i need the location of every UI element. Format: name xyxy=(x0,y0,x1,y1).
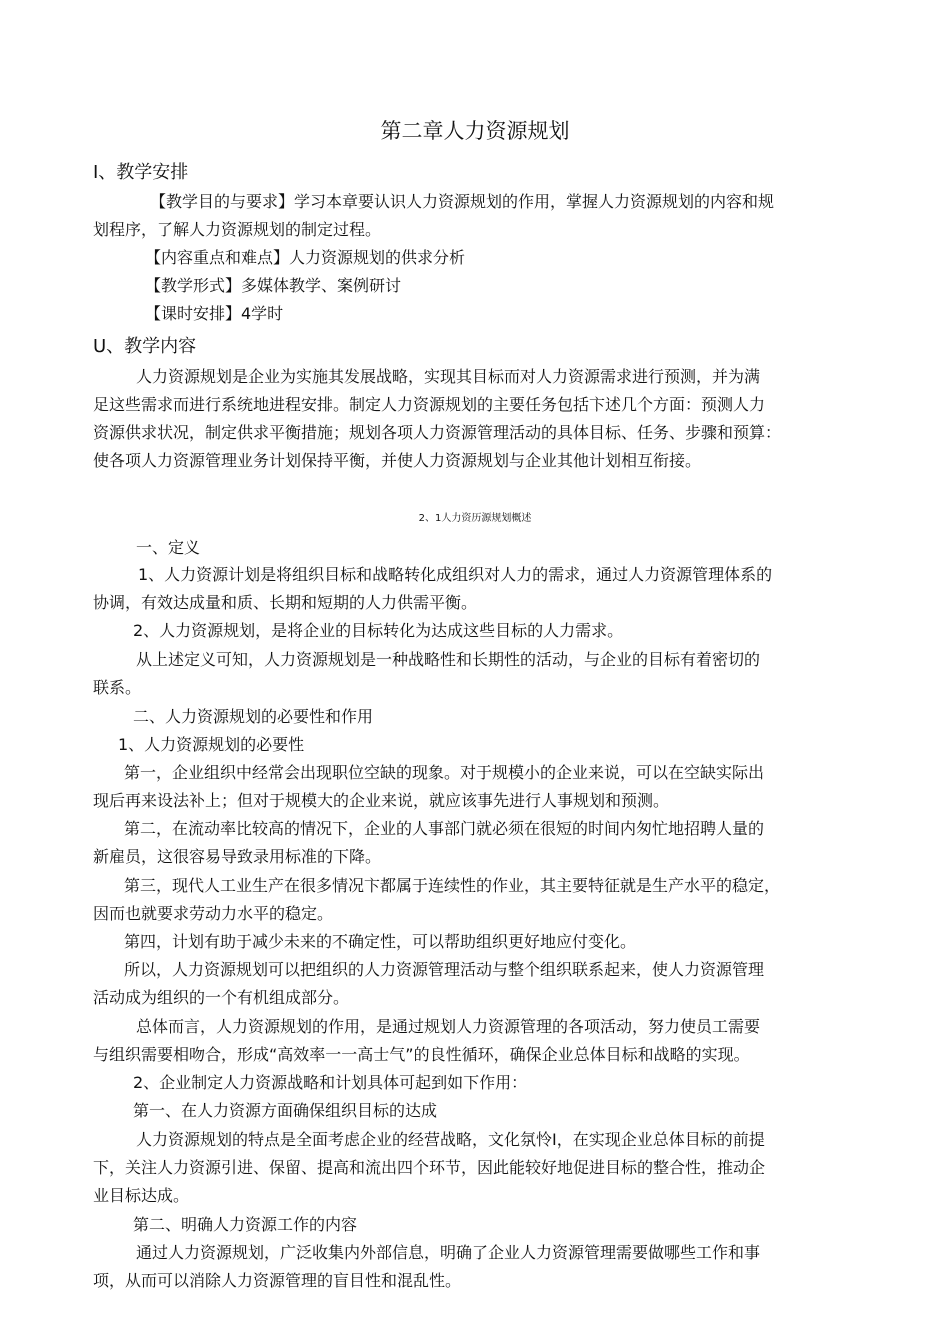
paragraph-line: 【课时安排】4学时 xyxy=(145,304,284,323)
paragraph-line: 第四，计划有助于减少未来的不确定性，可以帮助组织更好地应付变化。 xyxy=(124,932,637,951)
paragraph-line: 因而也就要求劳动力水平的稳定。 xyxy=(93,904,334,923)
paragraph-line: 【教学目的与要求】学习本章要认识人力资源规划的作用，掌握人力资源规划的内容和规 xyxy=(150,192,775,211)
paragraph-line: 协调，有效达成量和质、长期和短期的人力供需平衡。 xyxy=(93,593,478,612)
paragraph-line: 一、定义 xyxy=(136,538,201,557)
chapter-title: 第二章人力资源规划 xyxy=(380,119,570,143)
paragraph-line: 第二，在流动率比较高的情况下，企业的人事部门就必须在很短的时间内匆忙地招聘人量的 xyxy=(124,819,765,838)
paragraph-line: 人力资源规划的特点是全面考虑企业的经营战略，文化氛怜I，在实现企业总体目标的前提 xyxy=(136,1130,765,1149)
paragraph-line: 通过人力资源规划，广泛收集内外部信息，明确了企业人力资源管理需要做哪些工作和事 xyxy=(136,1243,761,1262)
paragraph-line: 资源供求状况，制定供求平衡措施；规划各项人力资源管理活动的具体目标、任务、步骤和预算： xyxy=(93,423,782,442)
paragraph-line: 新雇员，这很容易导致录用标准的下降。 xyxy=(93,847,382,866)
paragraph-line: 总体而言，人力资源规划的作用，是通过规划人力资源管理的各项活动，努力使员工需要 xyxy=(136,1017,761,1036)
paragraph-line: 第一、在人力资源方面确保组织目标的达成 xyxy=(133,1101,438,1120)
paragraph-line: 划程序，了解人力资源规划的制定过程。 xyxy=(93,220,382,239)
paragraph-line: 2、企业制定人力资源战略和计划具体可起到如下作用： xyxy=(133,1073,528,1092)
paragraph-line: 使各项人力资源管理业务计划保持平衡，并使人力资源规划与企业其他计划相互衔接。 xyxy=(93,451,702,470)
paragraph-line: 二、人力资源规划的必要性和作用 xyxy=(133,707,374,726)
paragraph-line: 2、人力资源规划，是将企业的目标转化为达成这些目标的人力需求。 xyxy=(133,621,624,640)
paragraph-line: 第二、明确人力资源工作的内容 xyxy=(133,1215,358,1234)
paragraph-line: 项，从而可以消除人力资源管理的盲目性和混乱性。 xyxy=(93,1271,462,1290)
paragraph-line: 活动成为组织的一个有机组成部分。 xyxy=(93,988,350,1007)
paragraph-line: 下，关注人力资源引进、保留、提高和流出四个环节，因此能较好地促进目标的整合性，推动企 xyxy=(93,1158,766,1177)
paragraph-line: 1、人力资源规划的必要性 xyxy=(118,735,305,754)
paragraph-line: 【内容重点和难点】人力资源规划的供求分析 xyxy=(145,248,466,267)
subsection-heading: 2、1人力资历源规划概述 xyxy=(418,513,532,524)
paragraph-line: 第一，企业组织中经常会出现职位空缺的现象。对于规模小的企业来说，可以在空缺实际出 xyxy=(124,763,765,782)
paragraph-line: 人力资源规划是企业为实施其发展战略，实现其目标而对人力资源需求进行预测，并为满 xyxy=(136,367,761,386)
paragraph-line: 第三，现代人工业生产在很多情况卞都属于连续性的作业，其主要特征就是生产水平的稳定， xyxy=(124,876,781,895)
paragraph-line: 现后再来设法补上；但对于规模大的企业来说，就应该事先进行人事规划和预测。 xyxy=(93,791,670,810)
paragraph-line: 足这些需求而进行系统地进程安排。制定人力资源规划的主要任务包括卞述几个方面：预测人力 xyxy=(93,395,766,414)
paragraph-line: 业目标达成。 xyxy=(93,1186,190,1205)
paragraph-line: 联系。 xyxy=(93,678,142,697)
paragraph-line: 所以，人力资源规划可以把组织的人力资源管理活动与整个组织联系起来，使人力资源管理 xyxy=(124,960,765,979)
paragraph-line: 1、人力资源计划是将组织目标和战略转化成组织对人力的需求，通过人力资源管理体系的 xyxy=(138,565,773,584)
section-heading-text: U、教学内容 xyxy=(93,336,197,357)
section-heading-content xyxy=(93,334,196,360)
section-heading-arrangement xyxy=(93,160,188,186)
paragraph-line: 【教学形式】多媒体教学、案例研讨 xyxy=(145,276,402,295)
paragraph-line: 从上述定义可知，人力资源规划是一种战略性和长期性的活动，与企业的目标有着密切的 xyxy=(136,650,761,669)
paragraph-line: 与组织需要相吻合，形成“高效率一一高士气”的良性循环，确保企业总体目标和战略的实现。 xyxy=(93,1045,750,1064)
section-heading-text: I、教学安排 xyxy=(93,162,189,183)
